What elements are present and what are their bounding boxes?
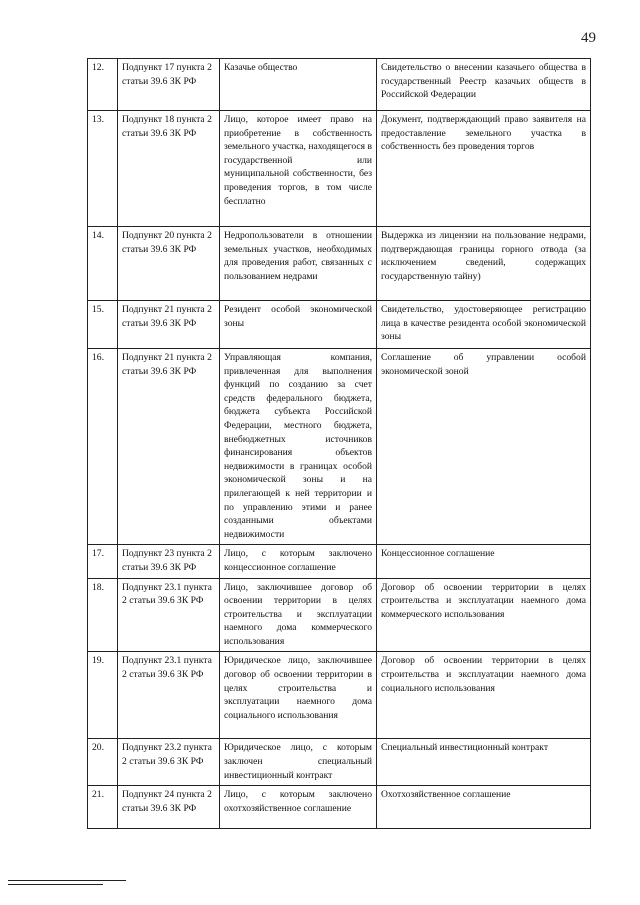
document-cell: Выдержка из лицензии на пользование недрами, подтверждающая границы горного отвода (за исключением сведений, содержащих государственную тайну) bbox=[377, 227, 591, 301]
table-row bbox=[88, 349, 591, 545]
legal-basis-cell: Подпункт 21 пункта 2 статьи 39.6 ЗК РФ bbox=[118, 349, 220, 545]
table-row bbox=[88, 786, 591, 829]
row-number: 19. bbox=[88, 652, 118, 739]
document-cell: Концессионное соглашение bbox=[377, 545, 591, 578]
table-row bbox=[88, 545, 591, 578]
legal-basis-cell: Подпункт 23.2 пункта 2 статьи 39.6 ЗК РФ bbox=[118, 739, 220, 786]
table-row bbox=[88, 301, 591, 349]
footnote-divider bbox=[8, 884, 103, 885]
legal-basis-cell: Подпункт 17 пункта 2 статьи 39.6 ЗК РФ bbox=[118, 59, 220, 111]
document-cell: Специальный инвестиционный контракт bbox=[377, 739, 591, 786]
legal-basis-cell: Подпункт 24 пункта 2 статьи 39.6 ЗК РФ bbox=[118, 786, 220, 829]
row-number: 18. bbox=[88, 578, 118, 652]
row-number: 21. bbox=[88, 786, 118, 829]
applicant-cell: Недропользователи в отношении земельных участков, необходимых для проведения работ, связанных с пользованием недрами bbox=[220, 227, 377, 301]
document-cell: Договор об освоении территории в целях строительства и эксплуатации наемного дома социального использования bbox=[377, 652, 591, 739]
table-row bbox=[88, 652, 591, 739]
applicant-cell: Резидент особой экономической зоны bbox=[220, 301, 377, 349]
row-number: 12. bbox=[88, 59, 118, 111]
document-cell: Соглашение об управлении особой экономической зоной bbox=[377, 349, 591, 545]
legal-basis-cell: Подпункт 21 пункта 2 статьи 39.6 ЗК РФ bbox=[118, 301, 220, 349]
row-number: 14. bbox=[88, 227, 118, 301]
table-row bbox=[88, 739, 591, 786]
legal-basis-cell: Подпункт 18 пункта 2 статьи 39.6 ЗК РФ bbox=[118, 111, 220, 227]
applicant-cell: Управляющая компания, привлеченная для выполнения функций по созданию за счет средств федерального бюджета, бюджета субъекта Российской Федерации, местного бюджета, внебюджетных источников финансирования объектов недвижимости в границах особой экономической зоны и на прилегающей к ней территории и по управлению этими и ранее созданными объектами недвижимости bbox=[220, 349, 377, 545]
row-number: 13. bbox=[88, 111, 118, 227]
applicant-cell: Лицо, которое имеет право на приобретение в собственность земельного участка, находящегося в государственной или муниципальной собственности, без проведения торгов, в том числе бесплатно bbox=[220, 111, 377, 227]
footnote-divider bbox=[8, 880, 126, 881]
applicant-cell: Казачье общество bbox=[220, 59, 377, 111]
table-row bbox=[88, 59, 591, 111]
document-table bbox=[87, 58, 591, 829]
table-row bbox=[88, 111, 591, 227]
table-row bbox=[88, 227, 591, 301]
row-number: 17. bbox=[88, 545, 118, 578]
legal-basis-cell: Подпункт 23.1 пункта 2 статьи 39.6 ЗК РФ bbox=[118, 578, 220, 652]
row-number: 20. bbox=[88, 739, 118, 786]
document-cell: Свидетельство, удостоверяющее регистрацию лица в качестве резидента особой экономической зоны bbox=[377, 301, 591, 349]
document-cell: Документ, подтверждающий право заявителя на предоставление земельного участка в собственность без проведения торгов bbox=[377, 111, 591, 227]
document-cell: Договор об освоении территории в целях строительства и эксплуатации наемного дома коммерческого использования bbox=[377, 578, 591, 652]
legal-basis-cell: Подпункт 23 пункта 2 статьи 39.6 ЗК РФ bbox=[118, 545, 220, 578]
legal-basis-cell: Подпункт 20 пункта 2 статьи 39.6 ЗК РФ bbox=[118, 227, 220, 301]
row-number: 15. bbox=[88, 301, 118, 349]
applicant-cell: Лицо, с которым заключено концессионное соглашение bbox=[220, 545, 377, 578]
row-number: 16. bbox=[88, 349, 118, 545]
legal-basis-cell: Подпункт 23.1 пункта 2 статьи 39.6 ЗК РФ bbox=[118, 652, 220, 739]
document-cell: Охотхозяйственное соглашение bbox=[377, 786, 591, 829]
applicant-cell: Лицо, заключившее договор об освоении территории в целях строительства и эксплуатации наемного дома коммерческого использования bbox=[220, 578, 377, 652]
table-row bbox=[88, 578, 591, 652]
applicant-cell: Юридическое лицо, с которым заключен специальный инвестиционный контракт bbox=[220, 739, 377, 786]
document-cell: Свидетельство о внесении казачьего общества в государственный Реестр казачьих обществ в Российской Федерации bbox=[377, 59, 591, 111]
applicant-cell: Лицо, с которым заключено охотхозяйственное соглашение bbox=[220, 786, 377, 829]
applicant-cell: Юридическое лицо, заключившее договор об освоении территории в целях строительства и эксплуатации наемного дома социального использования bbox=[220, 652, 377, 739]
page-number: 49 bbox=[581, 30, 596, 46]
